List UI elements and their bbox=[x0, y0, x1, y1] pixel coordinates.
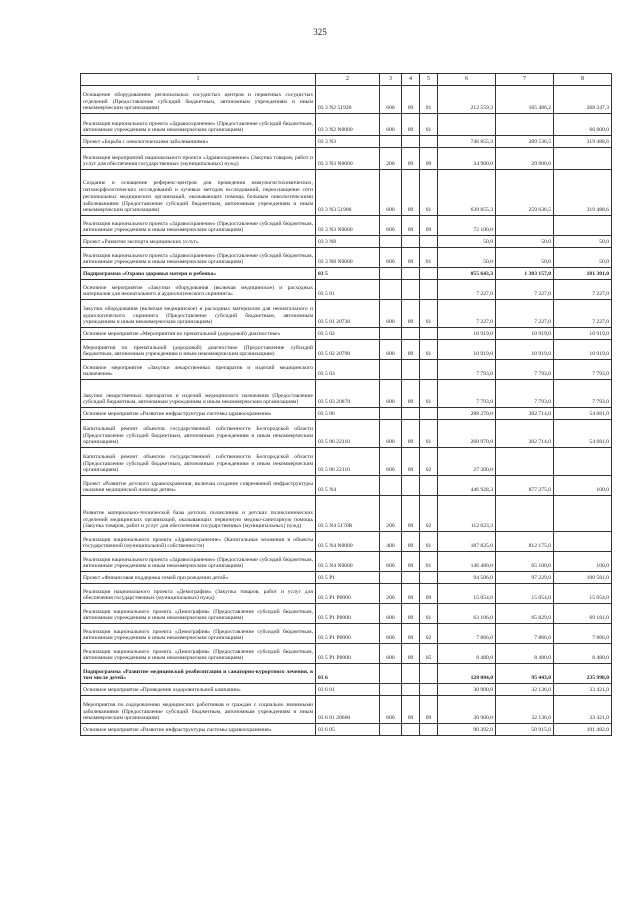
table-row bbox=[81, 572, 612, 584]
amount-year3-cell: 181 301,0 bbox=[554, 268, 612, 280]
amount-year2-cell bbox=[496, 496, 554, 532]
amount-year3-cell bbox=[554, 148, 612, 170]
amount-year3-cell: 33 421,0 bbox=[554, 696, 612, 724]
amount-year3-cell: 50,0 bbox=[554, 236, 612, 248]
section-cell: 09 bbox=[402, 248, 420, 268]
expense-type-cell: 600 bbox=[380, 216, 402, 236]
section-cell bbox=[402, 664, 420, 684]
target-code-cell: 03 3 N2 51920 bbox=[316, 86, 380, 114]
amount-year3-cell: 7 227,0 bbox=[554, 300, 612, 328]
amount-year1-cell: 50,0 bbox=[438, 236, 496, 248]
amount-year1-cell: 7 793,0 bbox=[438, 360, 496, 380]
table-row bbox=[81, 644, 612, 664]
row-name-cell: Закупки оборудования (включая медицинское) и расходных материалов для неонатального и аудиологического скрининга (Предоставление субсидий бюджетным, автономным учреждениям и иным некоммерческим организациям) bbox=[81, 300, 316, 328]
amount-year1-cell: 7 793,0 bbox=[438, 380, 496, 408]
table-row bbox=[81, 236, 612, 248]
row-name-cell: Реализация национального проекта «Демография» (Предоставление субсидий бюджетным, автономным учреждениям и иным некоммерческим организациям) bbox=[81, 624, 316, 644]
amount-year2-cell: 10 919,0 bbox=[496, 340, 554, 360]
expense-type-cell: 600 bbox=[380, 86, 402, 114]
amount-year1-cell: 212 559,3 bbox=[438, 86, 496, 114]
amount-year3-cell: 7 866,0 bbox=[554, 624, 612, 644]
expense-type-cell bbox=[380, 664, 402, 684]
expense-type-cell bbox=[380, 360, 402, 380]
row-name-cell: Реализация национального проекта «Здравоохранение» (Капитальные вложения в объекты государственной (муниципальной) собственности) bbox=[81, 532, 316, 552]
section-cell: 09 bbox=[402, 114, 420, 136]
table-row bbox=[81, 300, 612, 328]
table-row bbox=[81, 148, 612, 170]
amount-year1-cell: 446 928,3 bbox=[438, 476, 496, 496]
amount-year3-cell: 268 247,3 bbox=[554, 86, 612, 114]
table-header-row bbox=[81, 74, 612, 86]
amount-year2-cell: 259 636,5 bbox=[496, 170, 554, 216]
subsection-cell bbox=[420, 136, 438, 148]
amount-year1-cell: 7 227,0 bbox=[438, 300, 496, 328]
amount-year3-cell: 54 681,0 bbox=[554, 408, 612, 420]
expense-type-cell: 600 bbox=[380, 448, 402, 476]
amount-year2-cell: 165 486,2 bbox=[496, 86, 554, 114]
section-cell bbox=[402, 280, 420, 300]
expense-type-cell bbox=[380, 280, 402, 300]
section-cell: 09 bbox=[402, 420, 420, 448]
table-row bbox=[81, 584, 612, 604]
target-code-cell: 03 6 bbox=[316, 664, 380, 684]
amount-year1-cell: 72 100,0 bbox=[438, 216, 496, 236]
target-code-cell: 03 5 P1 bbox=[316, 572, 380, 584]
target-code-cell: 03 5 02 20790 bbox=[316, 340, 380, 360]
target-code-cell: 03 6 05 bbox=[316, 724, 380, 736]
amount-year2-cell: 7 227,0 bbox=[496, 300, 554, 328]
target-code-cell: 03 5 03 bbox=[316, 360, 380, 380]
table-row bbox=[81, 268, 612, 280]
table-row bbox=[81, 170, 612, 216]
amount-year2-cell: 65 100,0 bbox=[496, 552, 554, 572]
target-code-cell: 03 3 N2 N0000 bbox=[316, 114, 380, 136]
expense-type-cell: 600 bbox=[380, 420, 402, 448]
table-row bbox=[81, 476, 612, 496]
table-row bbox=[81, 604, 612, 624]
amount-year3-cell: 100,0 bbox=[554, 476, 612, 496]
subsection-cell: 02 bbox=[420, 448, 438, 476]
section-cell bbox=[402, 408, 420, 420]
subsection-cell: 09 bbox=[420, 584, 438, 604]
target-code-cell: 03 5 P1 P0000 bbox=[316, 624, 380, 644]
target-code-cell: 03 6 01 bbox=[316, 684, 380, 696]
subsection-cell: 02 bbox=[420, 496, 438, 532]
amount-year3-cell: 69 181,0 bbox=[554, 604, 612, 624]
section-cell bbox=[402, 268, 420, 280]
subsection-cell bbox=[420, 236, 438, 248]
section-cell bbox=[402, 684, 420, 696]
amount-year2-cell: 65 829,0 bbox=[496, 604, 554, 624]
target-code-cell: 03 5 N4 N0000 bbox=[316, 532, 380, 552]
amount-year2-cell: 32 136,0 bbox=[496, 696, 554, 724]
budget-table bbox=[80, 73, 612, 736]
expense-type-cell: 600 bbox=[380, 380, 402, 408]
target-code-cell: 03 5 P1 P0000 bbox=[316, 584, 380, 604]
target-code-cell: 03 5 01 20730 bbox=[316, 300, 380, 328]
target-code-cell: 03 5 N4 5170R bbox=[316, 496, 380, 532]
row-name-cell: Мероприятия по пренатальной (дородовой) диагностике (Предоставление субсидий бюджетным, автономным учреждениям и иным некоммерческим организациям) bbox=[81, 340, 316, 360]
amount-year3-cell: 54 681,0 bbox=[554, 420, 612, 448]
target-code-cell: 03 5 02 bbox=[316, 328, 380, 340]
row-name-cell: Основное мероприятие «Проведение оздоровительной кампании» bbox=[81, 684, 316, 696]
amount-year2-cell bbox=[496, 216, 554, 236]
section-cell: 09 bbox=[402, 532, 420, 552]
subsection-cell bbox=[420, 328, 438, 340]
amount-year1-cell: 63 106,0 bbox=[438, 604, 496, 624]
table-row bbox=[81, 448, 612, 476]
table-row bbox=[81, 280, 612, 300]
amount-year2-cell: 812 175,0 bbox=[496, 532, 554, 552]
amount-year2-cell: 302 714,0 bbox=[496, 408, 554, 420]
amount-year3-cell bbox=[554, 216, 612, 236]
table-row bbox=[81, 360, 612, 380]
amount-year3-cell bbox=[554, 448, 612, 476]
amount-year3-cell: 7 793,0 bbox=[554, 380, 612, 408]
amount-year2-cell: 29 900,0 bbox=[496, 148, 554, 170]
expense-type-cell bbox=[380, 408, 402, 420]
section-cell bbox=[402, 572, 420, 584]
table-row bbox=[81, 724, 612, 736]
amount-year1-cell: 8 480,0 bbox=[438, 644, 496, 664]
header-cell: 8 bbox=[554, 74, 612, 86]
header-cell: 5 bbox=[420, 74, 438, 86]
target-code-cell: 03 3 N8 N0000 bbox=[316, 248, 380, 268]
header-cell: 4 bbox=[402, 74, 420, 86]
expense-type-cell bbox=[380, 236, 402, 248]
amount-year1-cell: 50,0 bbox=[438, 248, 496, 268]
amount-year1-cell: 10 919,0 bbox=[438, 340, 496, 360]
row-name-cell: Реализация национального проекта «Здравоохранение» (Предоставление субсидий бюджетным, автономным учреждениям и иным некоммерческим организациям) bbox=[81, 114, 316, 136]
target-code-cell: 03 3 N8 bbox=[316, 236, 380, 248]
target-code-cell: 03 3 N3 N0000 bbox=[316, 216, 380, 236]
expense-type-cell: 600 bbox=[380, 340, 402, 360]
amount-year2-cell: 97 229,0 bbox=[496, 572, 554, 584]
amount-year1-cell: 288 270,0 bbox=[438, 408, 496, 420]
row-name-cell: Реализация национального проекта «Здравоохранение» (Предоставление субсидий бюджетным, автономным учреждениям и иным некоммерческим организациям) bbox=[81, 552, 316, 572]
row-name-cell: Основное мероприятие «Закупки лекарственных препаратов и изделий медицинского назначения» bbox=[81, 360, 316, 380]
table-row bbox=[81, 136, 612, 148]
section-cell: 09 bbox=[402, 448, 420, 476]
amount-year1-cell: 94 506,0 bbox=[438, 572, 496, 584]
amount-year3-cell: 7 793,0 bbox=[554, 360, 612, 380]
row-name-cell: Проект «Борьба с онкологическими заболеваниями» bbox=[81, 136, 316, 148]
amount-year1-cell: 260 970,0 bbox=[438, 420, 496, 448]
target-code-cell: 03 5 01 bbox=[316, 280, 380, 300]
subsection-cell: 09 bbox=[420, 216, 438, 236]
amount-year1-cell: 128 084,0 bbox=[438, 664, 496, 684]
section-cell: 09 bbox=[402, 86, 420, 114]
section-cell: 09 bbox=[402, 604, 420, 624]
target-code-cell: 03 5 03 20870 bbox=[316, 380, 380, 408]
amount-year2-cell: 50 915,0 bbox=[496, 724, 554, 736]
table-row bbox=[81, 684, 612, 696]
expense-type-cell bbox=[380, 572, 402, 584]
expense-type-cell: 200 bbox=[380, 148, 402, 170]
expense-type-cell: 600 bbox=[380, 604, 402, 624]
table-row bbox=[81, 664, 612, 684]
target-code-cell: 03 5 P1 P0000 bbox=[316, 604, 380, 624]
target-code-cell: 03 3 N3 51900 bbox=[316, 170, 380, 216]
section-cell bbox=[402, 136, 420, 148]
section-cell bbox=[402, 360, 420, 380]
expense-type-cell: 200 bbox=[380, 496, 402, 532]
row-name-cell: Реализация национального проекта «Демография» (Закупка товаров, работ и услуг для обеспечения государственных (муниципальных) нужд) bbox=[81, 584, 316, 604]
subsection-cell bbox=[420, 408, 438, 420]
amount-year2-cell: 289 536,5 bbox=[496, 136, 554, 148]
subsection-cell: 01 bbox=[420, 420, 438, 448]
expense-type-cell: 600 bbox=[380, 300, 402, 328]
row-name-cell: Реализация национального проекта «Демография» (Предоставление субсидий бюджетным, автономным учреждениям и иным некоммерческим организациям) bbox=[81, 644, 316, 664]
amount-year3-cell: 66 600,0 bbox=[554, 114, 612, 136]
amount-year3-cell: 15 054,0 bbox=[554, 584, 612, 604]
row-name-cell: Проект «Развитие экспорта медицинских услуг» bbox=[81, 236, 316, 248]
expense-type-cell bbox=[380, 476, 402, 496]
row-name-cell: Мероприятия по оздоровлению медицинских работников и граждан с социально значимыми заболеваниями (Предоставление субсидий бюджетным, автономным учреждениям и иным некоммерческим организациям) bbox=[81, 696, 316, 724]
subsection-cell: 01 bbox=[420, 300, 438, 328]
amount-year2-cell: 95 443,0 bbox=[496, 664, 554, 684]
subsection-cell bbox=[420, 476, 438, 496]
expense-type-cell: 600 bbox=[380, 624, 402, 644]
expense-type-cell: 600 bbox=[380, 248, 402, 268]
header-cell: 6 bbox=[438, 74, 496, 86]
section-cell: 09 bbox=[402, 644, 420, 664]
table-row bbox=[81, 408, 612, 420]
row-name-cell: Основное мероприятие «Закупки оборудования (включая медицинское) и расходных материалов для неонатального и аудиологического скрининга» bbox=[81, 280, 316, 300]
row-name-cell: Подпрограмма «Развитие медицинской реабилитации и санаторно-курортного лечения, в том числе детей» bbox=[81, 664, 316, 684]
subsection-cell: 01 bbox=[420, 114, 438, 136]
subsection-cell bbox=[420, 664, 438, 684]
section-cell: 09 bbox=[402, 380, 420, 408]
amount-year3-cell: 100 581,0 bbox=[554, 572, 612, 584]
row-name-cell: Капитальный ремонт объектов государственной собственности Белгородской области (Предоставление субсидий бюджетным, автономным учреждениям и иным некоммерческим организациям) bbox=[81, 420, 316, 448]
amount-year2-cell bbox=[496, 448, 554, 476]
amount-year2-cell bbox=[496, 114, 554, 136]
target-code-cell: 03 5 06 22110 bbox=[316, 420, 380, 448]
table-row bbox=[81, 114, 612, 136]
amount-year2-cell: 7 227,0 bbox=[496, 280, 554, 300]
amount-year3-cell: 10 919,0 bbox=[554, 340, 612, 360]
section-cell: 09 bbox=[402, 170, 420, 216]
subsection-cell: 01 bbox=[420, 552, 438, 572]
section-cell: 09 bbox=[402, 696, 420, 724]
section-cell bbox=[402, 236, 420, 248]
table-row bbox=[81, 328, 612, 340]
table-row bbox=[81, 248, 612, 268]
amount-year1-cell: 30 900,0 bbox=[438, 696, 496, 724]
amount-year3-cell: 33 421,0 bbox=[554, 684, 612, 696]
row-name-cell: Основное мероприятие «Развитие инфраструктуры системы здравоохранения» bbox=[81, 724, 316, 736]
expense-type-cell: 200 bbox=[380, 584, 402, 604]
section-cell: 09 bbox=[402, 552, 420, 572]
subsection-cell: 01 bbox=[420, 248, 438, 268]
section-cell bbox=[402, 724, 420, 736]
expense-type-cell: 400 bbox=[380, 532, 402, 552]
target-code-cell: 03 5 P1 P0000 bbox=[316, 644, 380, 664]
expense-type-cell: 600 bbox=[380, 696, 402, 724]
amount-year2-cell: 1 303 157,0 bbox=[496, 268, 554, 280]
subsection-cell: 02 bbox=[420, 624, 438, 644]
amount-year2-cell: 15 054,0 bbox=[496, 584, 554, 604]
amount-year3-cell: 7 227,0 bbox=[554, 280, 612, 300]
amount-year3-cell bbox=[554, 496, 612, 532]
amount-year1-cell: 112 623,3 bbox=[438, 496, 496, 532]
row-name-cell: Создание и оснащение референс-центров для проведения иммуногистохимических, патоморфологических исследований и лучевых методов исследований, переоснащение сети региональных медицинских организаций, оказывающих помощь больным онкологическими заболеваниями (Предоставление субсидий бюджетным, автономным учреждениям и иным некоммерческим организациям) bbox=[81, 170, 316, 216]
section-cell: 09 bbox=[402, 496, 420, 532]
table-row bbox=[81, 532, 612, 552]
amount-year3-cell: 10 919,0 bbox=[554, 328, 612, 340]
expense-type-cell bbox=[380, 268, 402, 280]
target-code-cell: 03 5 06 22110 bbox=[316, 448, 380, 476]
section-cell: 09 bbox=[402, 624, 420, 644]
row-name-cell: Подпрограмма «Охрана здоровья матери и ребенка» bbox=[81, 268, 316, 280]
amount-year3-cell: 319 488,6 bbox=[554, 136, 612, 148]
amount-year2-cell: 50,0 bbox=[496, 236, 554, 248]
section-cell bbox=[402, 476, 420, 496]
amount-year2-cell: 32 136,0 bbox=[496, 684, 554, 696]
table-row bbox=[81, 624, 612, 644]
amount-year1-cell: 855 643,3 bbox=[438, 268, 496, 280]
table-row bbox=[81, 380, 612, 408]
target-code-cell: 03 3 N3 bbox=[316, 136, 380, 148]
amount-year2-cell: 7 793,0 bbox=[496, 360, 554, 380]
target-code-cell: 03 6 01 20660 bbox=[316, 696, 380, 724]
amount-year3-cell: 8 480,0 bbox=[554, 644, 612, 664]
table-row bbox=[81, 340, 612, 360]
row-name-cell: Основное мероприятие «Развитие инфраструктуры системы здравоохранения» bbox=[81, 408, 316, 420]
section-cell: 09 bbox=[402, 340, 420, 360]
header-cell: 1 bbox=[81, 74, 316, 86]
row-name-cell: Реализация национального проекта «Здравоохранение» (Предоставление субсидий бюджетным, автономным учреждениям и иным некоммерческим организациям) bbox=[81, 248, 316, 268]
amount-year1-cell: 639 855,3 bbox=[438, 170, 496, 216]
subsection-cell: 09 bbox=[420, 148, 438, 170]
subsection-cell: 01 bbox=[420, 532, 438, 552]
section-cell: 09 bbox=[402, 148, 420, 170]
amount-year1-cell: 146 480,0 bbox=[438, 552, 496, 572]
subsection-cell: 01 bbox=[420, 86, 438, 114]
expense-type-cell: 600 bbox=[380, 170, 402, 216]
amount-year2-cell: 50,0 bbox=[496, 248, 554, 268]
amount-year2-cell: 7 793,0 bbox=[496, 380, 554, 408]
subsection-cell bbox=[420, 572, 438, 584]
header-cell: 7 bbox=[496, 74, 554, 86]
section-cell: 09 bbox=[402, 584, 420, 604]
amount-year3-cell: 235 998,0 bbox=[554, 664, 612, 684]
target-code-cell: 03 5 06 bbox=[316, 408, 380, 420]
subsection-cell bbox=[420, 724, 438, 736]
row-name-cell: Оснащение оборудованием региональных сосудистых центров и первичных сосудистых отделений (Предоставление субсидий бюджетным, автономным учреждениям и иным некоммерческим организациям) bbox=[81, 86, 316, 114]
amount-year2-cell: 7 866,0 bbox=[496, 624, 554, 644]
subsection-cell: 09 bbox=[420, 696, 438, 724]
subsection-cell: 01 bbox=[420, 380, 438, 408]
amount-year1-cell: 34 900,0 bbox=[438, 148, 496, 170]
subsection-cell bbox=[420, 684, 438, 696]
table-row bbox=[81, 496, 612, 532]
row-name-cell: Реализация национального проекта «Здравоохранение» (Предоставление субсидий бюджетным, автономным учреждениям и иным некоммерческим организациям) bbox=[81, 216, 316, 236]
amount-year1-cell: 7 866,0 bbox=[438, 624, 496, 644]
expense-type-cell: 600 bbox=[380, 114, 402, 136]
expense-type-cell: 600 bbox=[380, 644, 402, 664]
amount-year3-cell: 319 488,6 bbox=[554, 170, 612, 216]
subsection-cell bbox=[420, 268, 438, 280]
amount-year1-cell bbox=[438, 114, 496, 136]
row-name-cell: Основное мероприятие «Мероприятия по пренатальной (дородовой) диагностике» bbox=[81, 328, 316, 340]
amount-year2-cell: 10 919,0 bbox=[496, 328, 554, 340]
row-name-cell: Капитальный ремонт объектов государственной собственности Белгородской области (Предоставление субсидий бюджетным, автономным учреждениям и иным некоммерческим организациям) bbox=[81, 448, 316, 476]
target-code-cell: 03 5 N4 N0000 bbox=[316, 552, 380, 572]
target-code-cell: 03 5 N4 bbox=[316, 476, 380, 496]
amount-year3-cell bbox=[554, 532, 612, 552]
amount-year1-cell: 7 227,0 bbox=[438, 280, 496, 300]
subsection-cell bbox=[420, 360, 438, 380]
row-name-cell: Проект «Развитие детского здравоохранения, включая создание современной инфраструктуры оказания медицинской помощи детям» bbox=[81, 476, 316, 496]
amount-year2-cell: 302 714,0 bbox=[496, 420, 554, 448]
table-row bbox=[81, 216, 612, 236]
amount-year1-cell: 90 392,0 bbox=[438, 724, 496, 736]
table-row bbox=[81, 86, 612, 114]
expense-type-cell bbox=[380, 136, 402, 148]
section-cell: 09 bbox=[402, 216, 420, 236]
amount-year2-cell: 877 275,0 bbox=[496, 476, 554, 496]
amount-year2-cell: 8 480,0 bbox=[496, 644, 554, 664]
subsection-cell: 05 bbox=[420, 644, 438, 664]
expense-type-cell: 600 bbox=[380, 552, 402, 572]
amount-year3-cell: 191 482,0 bbox=[554, 724, 612, 736]
table-row bbox=[81, 696, 612, 724]
section-cell: 09 bbox=[402, 300, 420, 328]
table-row bbox=[81, 420, 612, 448]
amount-year1-cell: 10 919,0 bbox=[438, 328, 496, 340]
subsection-cell: 01 bbox=[420, 340, 438, 360]
row-name-cell: Проект «Финансовая поддержка семей при рождении детей» bbox=[81, 572, 316, 584]
amount-year3-cell: 50,0 bbox=[554, 248, 612, 268]
table-row bbox=[81, 552, 612, 572]
row-name-cell: Реализация национального проекта «Демография» (Предоставление субсидий бюджетным, автономным учреждениям и иным некоммерческим организациям) bbox=[81, 604, 316, 624]
row-name-cell: Развитие материально-технической базы детских поликлиник и детских поликлинических отделений медицинских организаций, оказывающих первичную медико-санитарную помощь (Закупка товаров, работ и услуг для обеспечения государственных (муниципальных) нужд) bbox=[81, 496, 316, 532]
expense-type-cell bbox=[380, 684, 402, 696]
subsection-cell bbox=[420, 280, 438, 300]
amount-year1-cell: 15 054,0 bbox=[438, 584, 496, 604]
subsection-cell: 01 bbox=[420, 170, 438, 216]
subsection-cell: 01 bbox=[420, 604, 438, 624]
amount-year1-cell: 27 300,0 bbox=[438, 448, 496, 476]
header-cell: 3 bbox=[380, 74, 402, 86]
row-name-cell: Закупки лекарственных препаратов и изделий медицинского назначения (Предоставление субсидий бюджетным, автономным учреждениям и иным некоммерческим организациям) bbox=[81, 380, 316, 408]
header-cell: 2 bbox=[316, 74, 380, 86]
page-number: 325 bbox=[313, 27, 327, 37]
row-name-cell: Реализация мероприятий национального проекта «Здравоохранение» (Закупка товаров, работ и услуг для обеспечения государственных (муниципальных) нужд) bbox=[81, 148, 316, 170]
expense-type-cell bbox=[380, 724, 402, 736]
amount-year1-cell: 746 855,3 bbox=[438, 136, 496, 148]
amount-year1-cell: 30 900,0 bbox=[438, 684, 496, 696]
target-code-cell: 03 5 bbox=[316, 268, 380, 280]
target-code-cell: 03 3 N3 N0000 bbox=[316, 148, 380, 170]
amount-year3-cell: 100,0 bbox=[554, 552, 612, 572]
amount-year1-cell: 187 825,0 bbox=[438, 532, 496, 552]
section-cell bbox=[402, 328, 420, 340]
expense-type-cell bbox=[380, 328, 402, 340]
